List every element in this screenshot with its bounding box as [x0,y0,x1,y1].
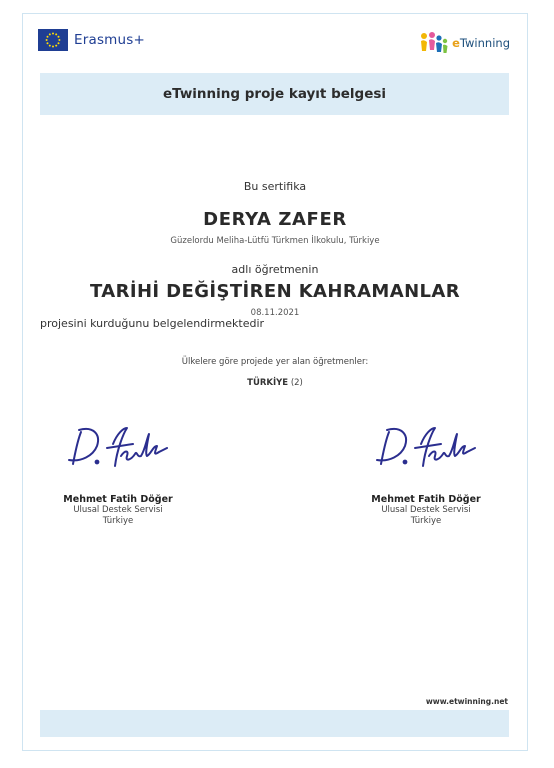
signature-block-right [351,420,501,527]
country-name: TÜRKİYE [247,378,289,388]
etwinning-wordmark: eTwinning [452,36,510,50]
signatory-name: Mehmet Fatih Döğer [371,494,481,505]
statement-text: projesini kurduğunu belgelendirmektedir [40,317,265,330]
country-entry [22,378,528,388]
erasmus-logo [38,29,145,51]
school-name: Güzelordu Meliha-Lütfü Türkmen İlkokulu, Türkiye [170,236,380,246]
signature-block-left [43,420,193,527]
etwinning-figures-icon [418,31,450,55]
header-band [40,73,509,115]
signatory-country: Türkiye [102,516,134,526]
role-text: adlı öğretmenin [231,263,319,276]
website-link[interactable]: www.etwinning.net [425,697,508,706]
certificate-date: 08.11.2021 [250,308,300,318]
signatory-country: Türkiye [410,516,442,526]
intro-text: Bu sertifika [243,180,307,193]
eu-flag-icon [38,29,68,51]
signatory-org: Ulusal Destek Servisi [73,505,163,515]
project-title: TARİHİ DEĞİŞTİREN KAHRAMANLAR [89,281,461,302]
footer-band [40,710,509,737]
countries-heading: Ülkelere göre projede yer alan öğretmenler: [181,357,369,367]
document-title: eTwinning proje kayıt belgesi [162,86,387,102]
etwinning-logo [418,31,510,55]
teacher-name: DERYA ZAFER [203,209,347,230]
country-count: (2) [290,378,303,388]
erasmus-wordmark: Erasmus+ [74,32,146,48]
handwritten-signature [371,420,481,470]
handwritten-signature [63,420,173,470]
signatory-name: Mehmet Fatih Döğer [63,494,173,505]
signatory-org: Ulusal Destek Servisi [381,505,471,515]
